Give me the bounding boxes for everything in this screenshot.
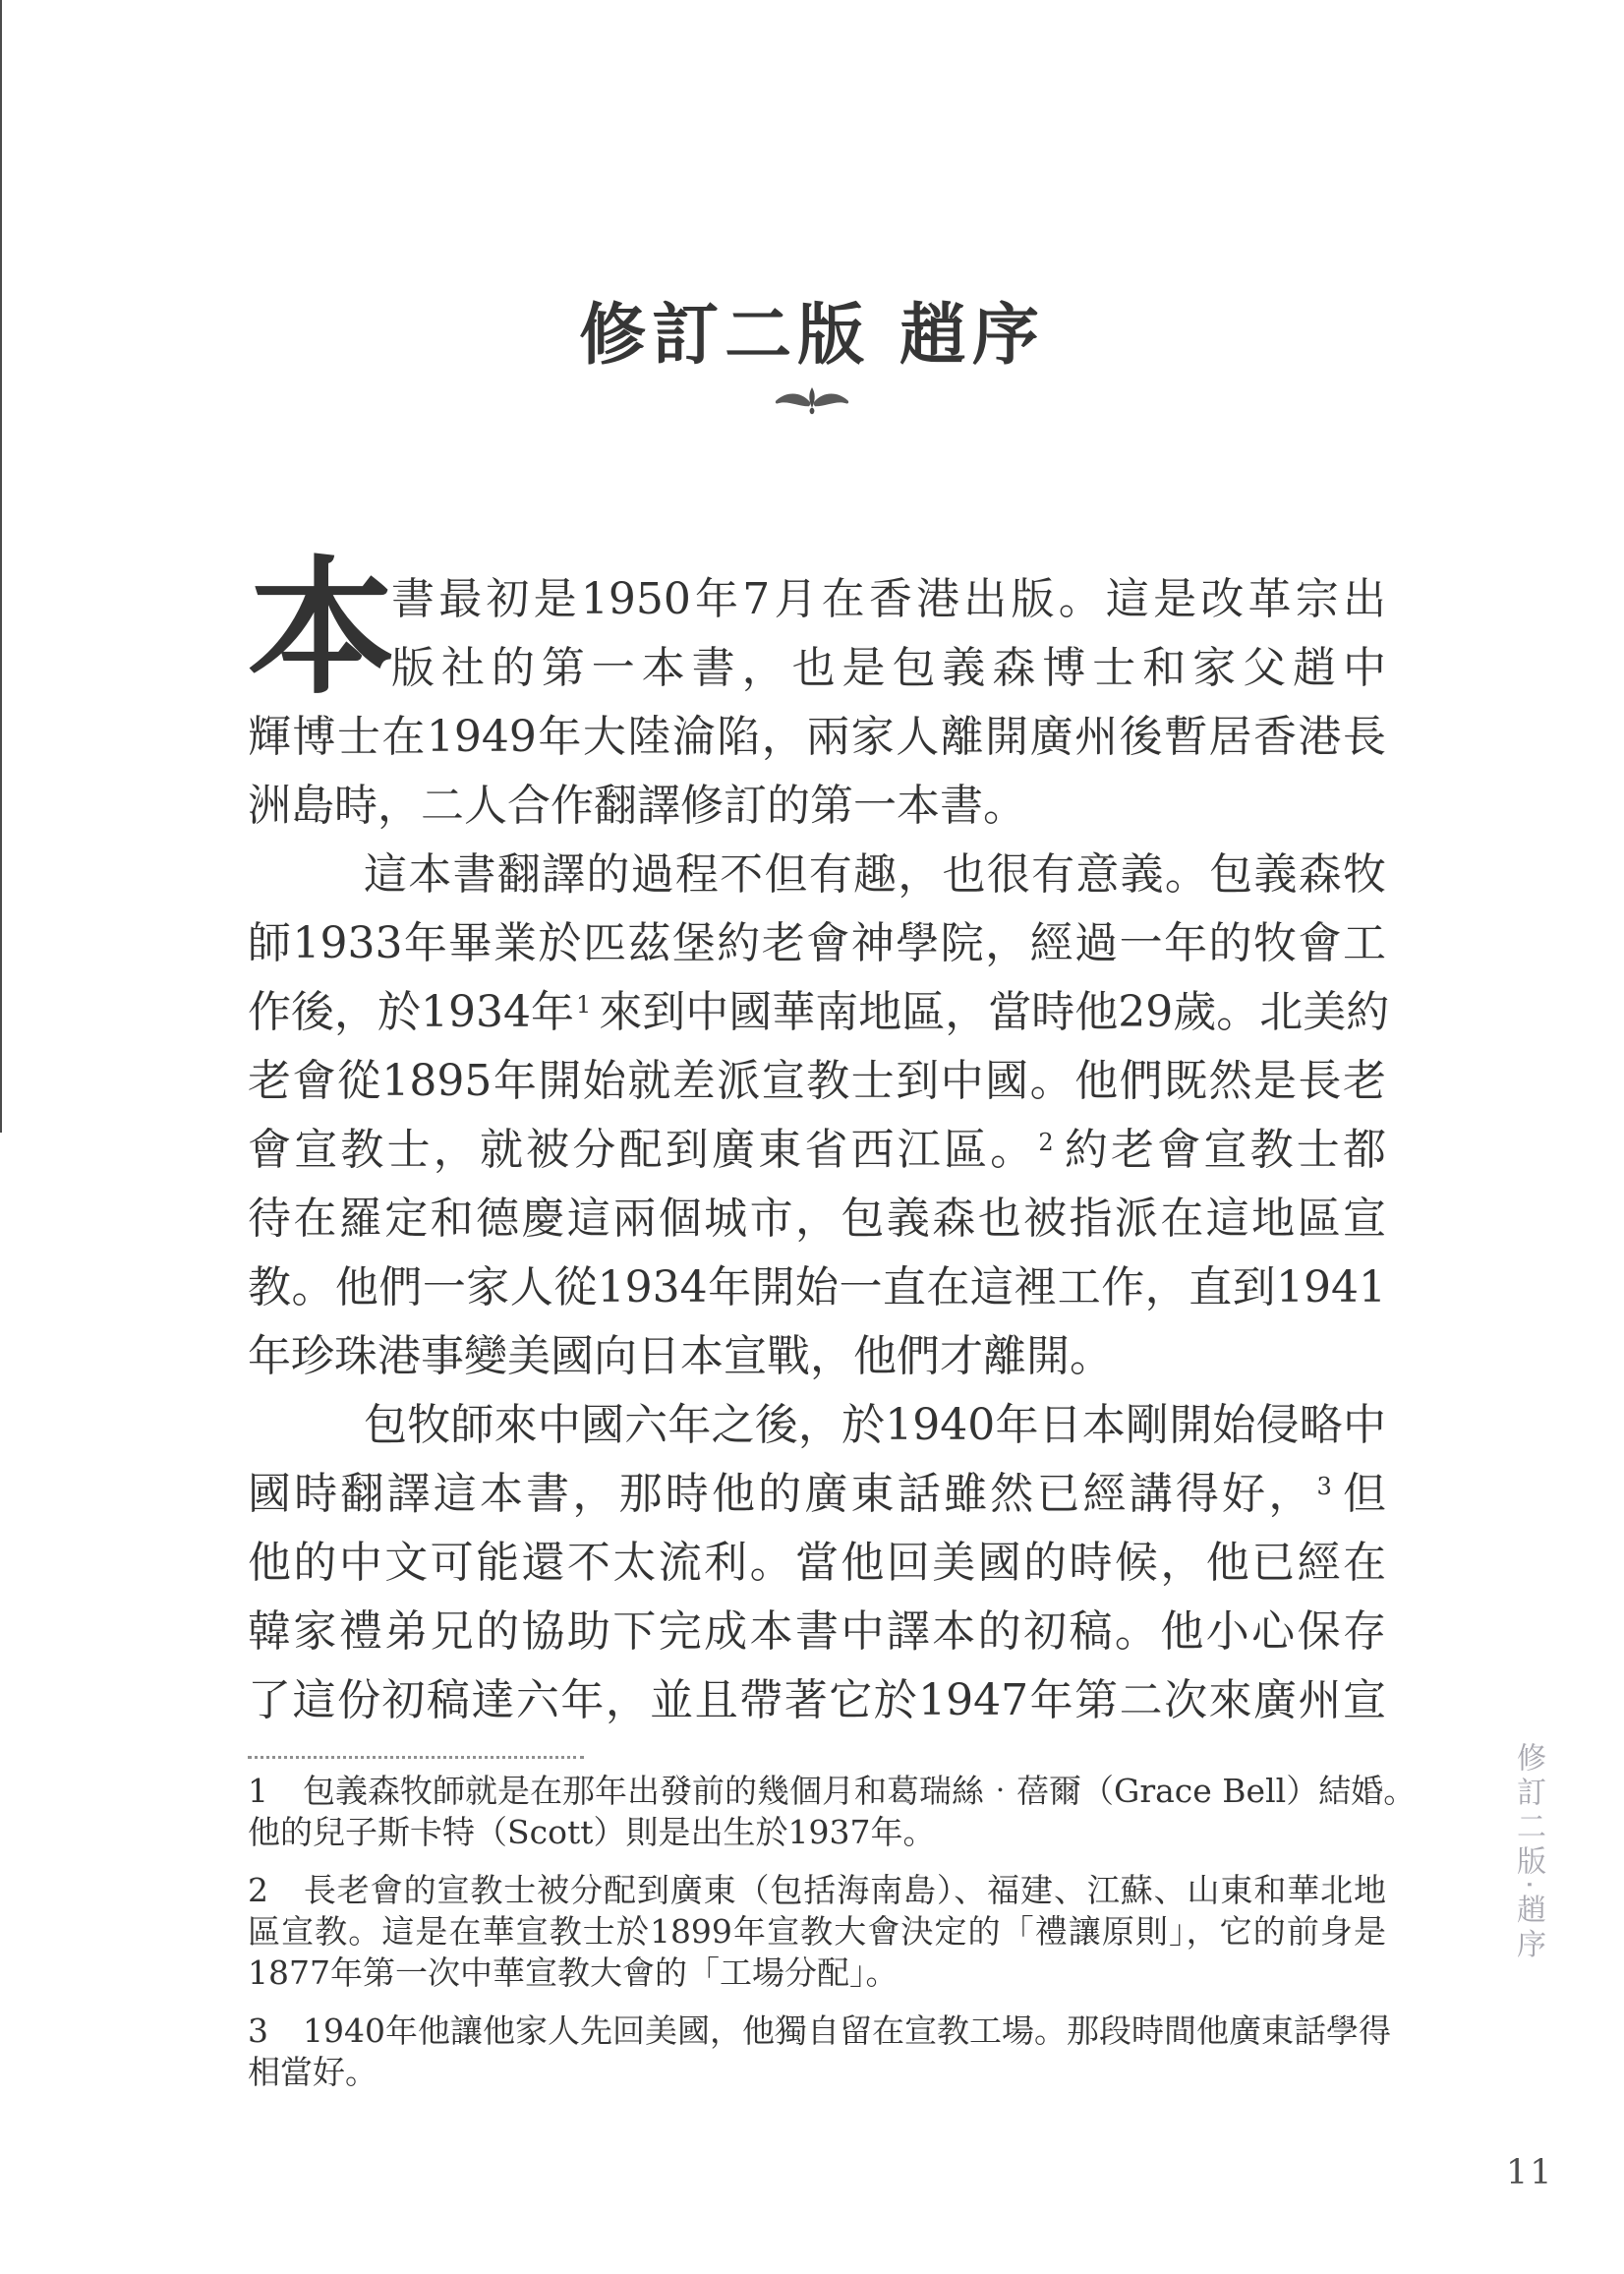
footnote-text: 長老會的宣教士被分配到廣東（包括海南島）、福建、江蘇、山東和華北地 [303, 1871, 1386, 1909]
footnote-ref-2: 2 [1038, 1129, 1054, 1156]
body-line-segment: 國時翻譯這本書，那時他的廣東話雖然已經講得好， [248, 1469, 1315, 1519]
footnotes [248, 1771, 1417, 2110]
footnote-marker: 2 [248, 1871, 268, 1909]
body-line: 書最初是1950年7月在香港出版。這是改革宗出 [391, 574, 1386, 624]
body-line: 版社的第一本書，也是包義森博士和家父趙中 [391, 643, 1386, 693]
body-line: 這本書翻譯的過程不但有趣，也很有意義。包義森牧 [364, 849, 1386, 900]
footnote-ref-1: 1 [575, 991, 592, 1019]
footnote-line [248, 2011, 1391, 2052]
page-number: 11 [1506, 2153, 1554, 2192]
body-line: 輝博士在1949年大陸淪陷，兩家人離開廣州後暫居香港長 [248, 712, 1386, 762]
footnote-marker: 3 [248, 2012, 268, 2050]
title-ornament [0, 385, 1624, 417]
body-line [248, 978, 1390, 1047]
footnote-2 [248, 1870, 1386, 1994]
body-line: 韓家禮弟兄的協助下完成本書中譯本的初稿。他小心保存 [248, 1606, 1386, 1657]
footnote-text: 包義森牧師就是在那年出發前的幾個月和葛瑞絲‧蓓爾（Grace Bell）結婚。 [303, 1772, 1417, 1810]
footnote-line: 區宣教。這是在華宣教士於1899年宣教大會決定的「禮讓原則」，它的前身是 [248, 1912, 1386, 1951]
body-line: 洲島時，二人合作翻譯修訂的第一本書。 [248, 781, 1026, 831]
sidebar-running-title: 修訂二版‧趙序 [1511, 1742, 1545, 1963]
body-line: 教。他們一家人從1934年開始一直在這裡工作，直到1941 [248, 1262, 1386, 1312]
body-line [248, 1116, 1386, 1185]
page-title: 修訂二版 趙序 [579, 296, 1045, 375]
body-line [248, 1460, 1386, 1529]
footnote-1 [248, 1771, 1417, 1853]
body-line: 老會從1895年開始就差派宣教士到中國。他們既然是長老 [248, 1056, 1386, 1106]
footnote-line [248, 1870, 1386, 1911]
footnote-ref-3: 3 [1316, 1473, 1332, 1500]
body-line-segment: 但 [1339, 1469, 1387, 1519]
footnote-separator [248, 1756, 584, 1759]
footnote-3 [248, 2011, 1391, 2093]
drop-cap: 本 [248, 542, 396, 715]
footnote-line: 1877年第一次中華宣教大會的「工場分配」。 [248, 1953, 899, 1992]
body-line: 師1933年畢業於匹茲堡約老會神學院，經過一年的牧會工 [248, 918, 1386, 968]
body-line: 了這份初稿達六年，並且帶著它於1947年第二次來廣州宣 [248, 1675, 1386, 1725]
body-line-segment: 來到中國華南地區，當時他29歲。北美約 [599, 987, 1390, 1037]
fleuron-icon [771, 385, 853, 417]
body-line: 包牧師來中國六年之後，於1940年日本剛開始侵略中 [364, 1400, 1386, 1450]
body-line: 年珍珠港事變美國向日本宣戰，他們才離開。 [248, 1331, 1113, 1381]
footnote-line: 相當好。 [248, 2053, 377, 2091]
footnote-text: 1940年他讓他家人先回美國，他獨自留在宣教工場。那段時間他廣東話學得 [303, 2012, 1391, 2050]
footnote-marker: 1 [248, 1772, 268, 1810]
body-line: 他的中文可能還不太流利。當他回美國的時候，他已經在 [248, 1538, 1386, 1588]
body-line-segment: 作後，於1934年 [248, 987, 574, 1037]
body-text [248, 542, 1390, 1735]
body-line: 待在羅定和德慶這兩個城市，包義森也被指派在這地區宣 [248, 1194, 1386, 1244]
footnote-line: 他的兒子斯卡特（Scott）則是出生於1937年。 [248, 1813, 936, 1851]
scan-edge-line [0, 0, 2, 1133]
body-line-segment: 會宣教士，就被分配到廣東省西江區。 [248, 1125, 1037, 1175]
footnote-line [248, 1771, 1417, 1812]
body-line-segment: 約老會宣教士都 [1061, 1125, 1387, 1175]
